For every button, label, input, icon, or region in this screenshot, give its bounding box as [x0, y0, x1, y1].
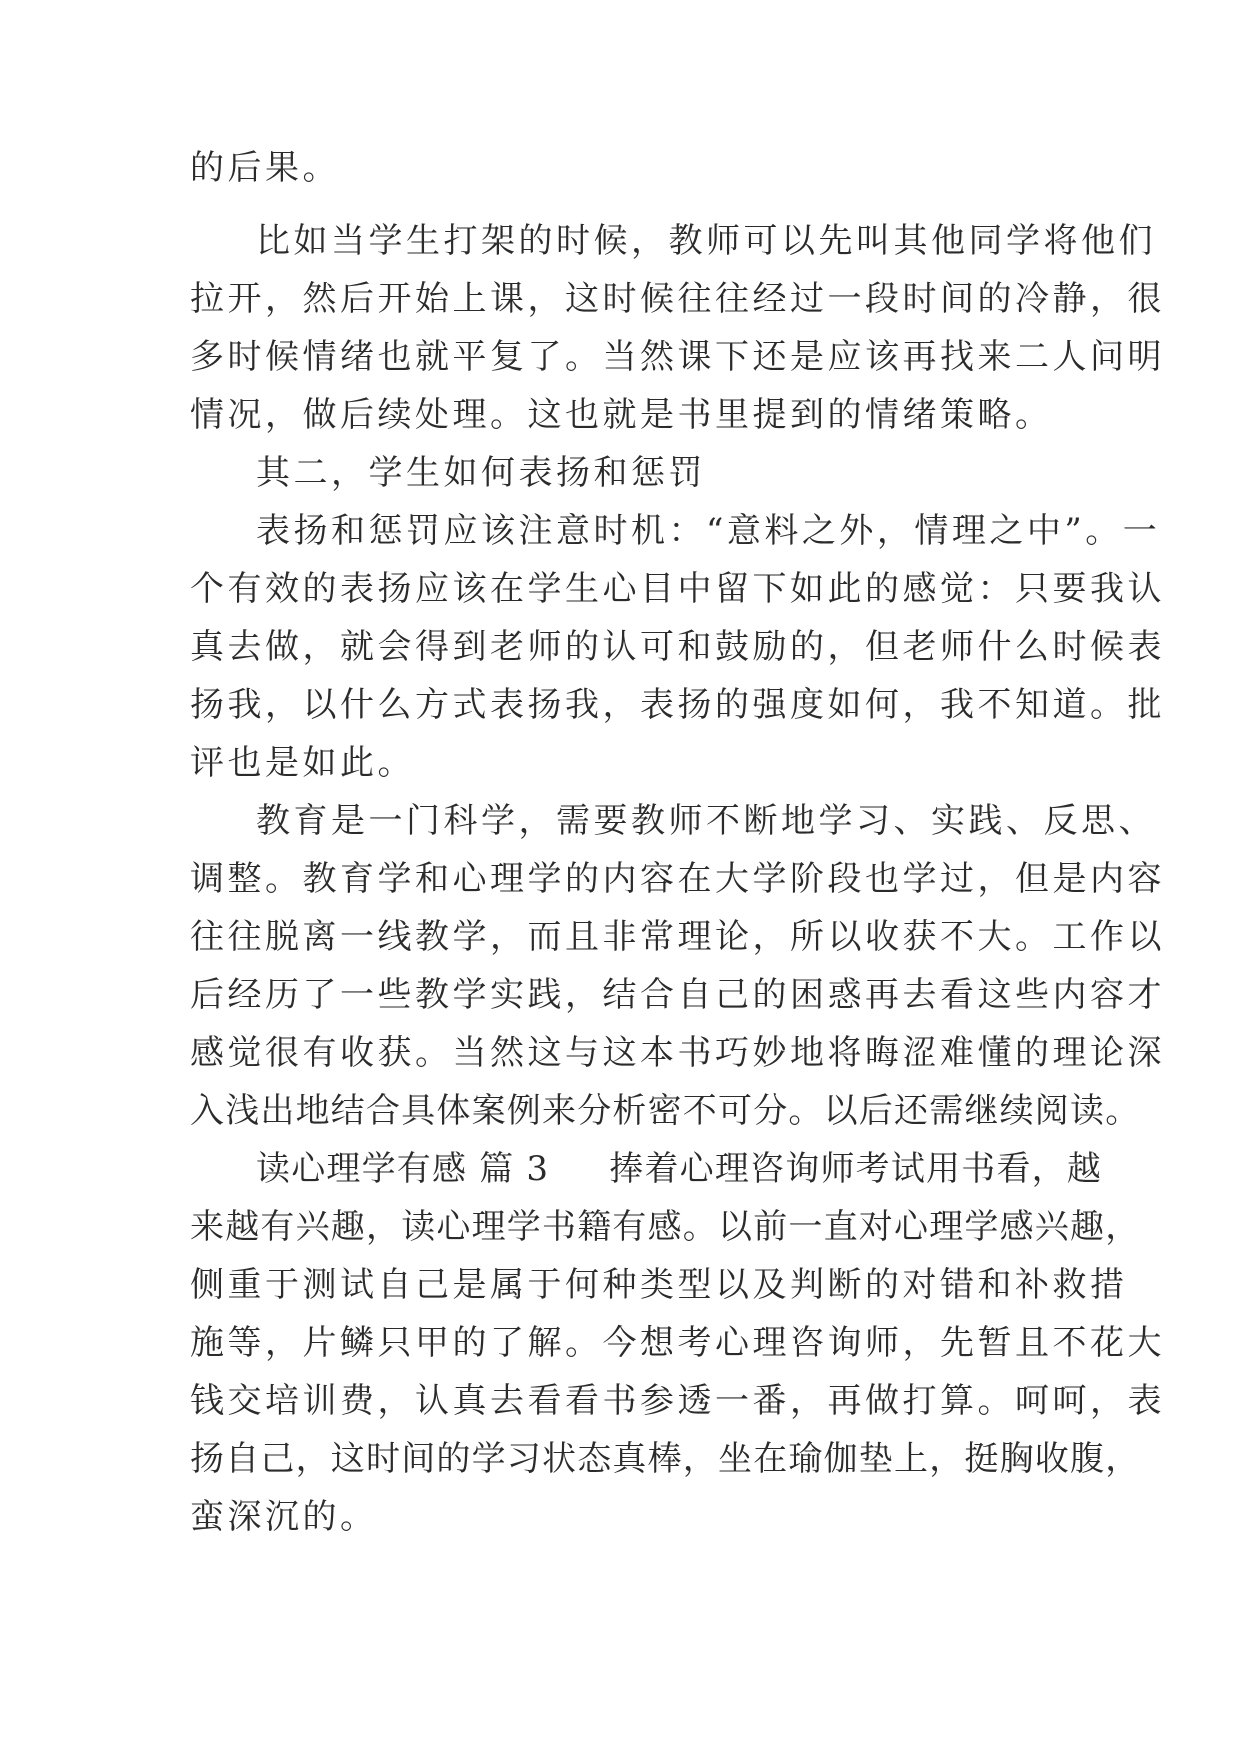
text-line: 来越有兴趣，读心理学书籍有感。以前一直对心理学感兴趣，	[190, 1207, 1141, 1247]
paragraph-start-line: 表扬和惩罚应该注意时机：“意料之外，情理之中”。一	[256, 511, 1161, 551]
text-line: 侧重于测试自己是属于何种类型以及判断的对错和补救措	[190, 1265, 1128, 1305]
section-heading: 其二，学生如何表扬和惩罚	[256, 453, 706, 493]
essay-opening-text: 捧着心理咨询师考试用书看，越	[609, 1149, 1103, 1189]
text-line: 扬自己，这时间的学习状态真棒，坐在瑜伽垫上，挺胸收腹，	[190, 1439, 1141, 1479]
text-line: 拉开，然后开始上课，这时候往往经过一段时间的冷静，很	[190, 279, 1165, 319]
essay-heading-line	[256, 1147, 1103, 1191]
text-line: 后经历了一些教学实践，结合自己的困惑再去看这些内容才	[190, 975, 1165, 1015]
text-line: 评也是如此。	[190, 743, 415, 783]
text-line: 多时候情绪也就平复了。当然课下还是应该再找来二人问明	[190, 337, 1165, 377]
text-line: 感觉很有收获。当然这与这本书巧妙地将晦涩难懂的理论深	[190, 1033, 1165, 1073]
text-line: 扬我，以什么方式表扬我，表扬的强度如何，我不知道。批	[190, 685, 1165, 725]
text-line: 情况，做后续处理。这也就是书里提到的情绪策略。	[190, 395, 1053, 435]
text-line: 施等，片鳞只甲的了解。今想考心理咨询师，先暂且不花大	[190, 1323, 1165, 1363]
text-line: 往往脱离一线教学，而且非常理论，所以收获不大。工作以	[190, 917, 1165, 957]
text-line: 入浅出地结合具体案例来分析密不可分。以后还需继续阅读。	[190, 1091, 1141, 1131]
text-line: 真去做，就会得到老师的认可和鼓励的，但老师什么时候表	[190, 627, 1165, 667]
text-line: 调整。教育学和心理学的内容在大学阶段也学过，但是内容	[190, 859, 1165, 899]
text-line: 蛮深沉的。	[190, 1497, 378, 1537]
paragraph-start-line: 比如当学生打架的时候，教师可以先叫其他同学将他们	[256, 221, 1156, 261]
text-line: 个有效的表扬应该在学生心目中留下如此的感觉：只要我认	[190, 569, 1165, 609]
text-line: 钱交培训费，认真去看看书参透一番，再做打算。呵呵，表	[190, 1381, 1165, 1421]
text-line: 的后果。	[190, 148, 340, 188]
essay-title: 读心理学有感 篇 3	[256, 1149, 550, 1189]
paragraph-start-line: 教育是一门科学，需要教师不断地学习、实践、反思、	[256, 801, 1156, 841]
